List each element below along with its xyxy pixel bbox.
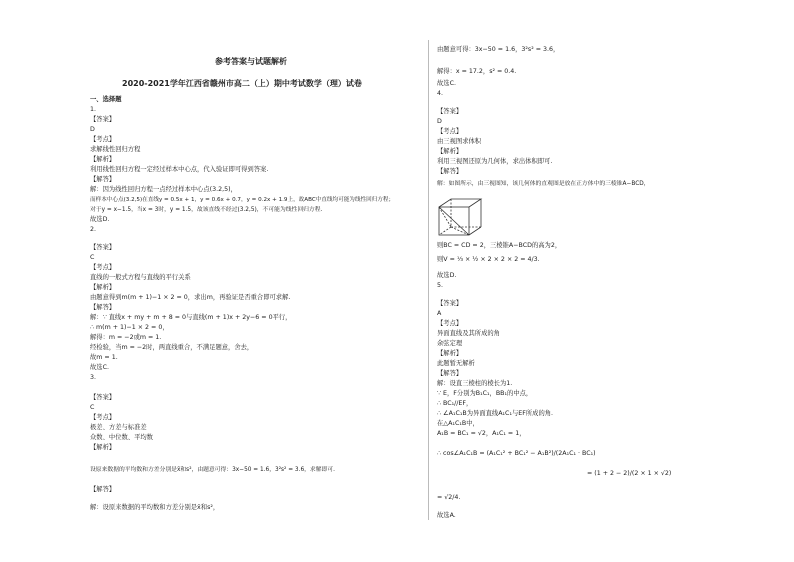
text-line: 此题暂无解析 [437,360,475,367]
text-line: 【解答】 [437,370,463,377]
text-line: D [90,126,95,133]
text-line: 【解答】 [90,486,116,493]
text-line: 求解线性回归方程 [90,146,141,153]
text-line: 由题意可得：3x−50 = 1.6，3²s² = 3.6， [437,46,560,53]
text-line: 解：如图所示，由三视图知，该几何体的直观图是放在正方体中的三棱锥A−BCD， [437,181,650,187]
text-line: 【答案】 [437,300,463,307]
text-line: 故选D. [437,272,457,279]
column-divider [428,40,429,520]
text-line: C [90,404,95,411]
text-line: 故m = 1. [90,354,118,361]
text-line: 故选C. [437,80,456,87]
text-line: 直线的一般式方程与直线的平行关系 [90,274,191,281]
section-heading: 一、选择题 [90,96,122,103]
text-line: 2. [90,226,97,233]
text-line: 异面直线及其所成的角 [437,330,500,337]
text-line: 余弦定理 [437,340,463,347]
document-title: 参考答案与试题解析 [215,57,287,66]
text-line: 对于y = x−1.5，当x = 3时，y = 1.5，故该直线不经过(3.2,5)，不可能为线性回归方程. [90,207,323,213]
text-line: 5. [437,282,444,289]
text-line: 解：设直三棱柱的棱长为1. [437,380,513,387]
text-line: 由三视图求体积 [437,138,482,145]
exam-subtitle: 2020-2021学年江西省赣州市高二（上）期中考试数学（理）试卷 [122,79,362,88]
text-line: C [90,254,95,261]
text-line: 由题意得到m(m + 1)−1 × 2 = 0，求出m，再验证是否重合即可求解. [90,294,291,301]
text-line: 【答案】 [90,394,116,401]
text-line: 4. [437,90,444,97]
text-line: 而样本中心点(3.2,5)在直线y = 0.5x + 1，y = 0.6x + 0.7，y = 0.2x + 1.9上，故ABC中直线均可能为线性回归方程； [90,197,395,203]
text-line: 在△A₁C₁B中， [437,420,479,427]
text-line: ∵ E，F分别为B₁C₁，BB₁的中点， [437,390,533,397]
text-line: D [437,118,442,125]
text-line: 【考点】 [90,414,116,421]
text-line: 故选C. [90,364,109,371]
text-line: 3. [90,374,97,381]
text-line: 【解析】 [437,148,463,155]
text-line: 【解答】 [437,168,463,175]
cube-pyramid-figure [437,197,485,237]
text-line: = (1 + 2 − 2)/(2 × 1 × √2) [587,470,672,477]
text-line: ∴ cos∠A₁C₁B = (A₁C₁² + BC₁² − A₁B²)/(2A₁C₁ · BC₁) [437,450,596,457]
text-line: 【考点】 [437,320,463,327]
text-line: 【解答】 [90,304,116,311]
text-line: 【答案】 [90,116,116,123]
text-line: ∴ m(m + 1)−1 × 2 = 0， [90,324,169,331]
text-line: 1. [90,106,97,113]
text-line: 利用三视图还原为几何体，求出体积即可. [437,158,553,165]
text-line: 【解析】 [90,156,116,163]
text-line: 【解析】 [90,284,116,291]
text-line: 众数、中位数、平均数 [90,434,153,441]
text-line: ∴ ∠A₁C₁B为异面直线A₁C₁与EF所成的角. [437,410,554,417]
text-line: 故选D. [90,216,110,223]
text-line: ∴ BC₁//EF， [437,400,473,407]
text-line: 故选A. [437,512,456,519]
text-line: 解：∵ 直线x + my + m + 8 = 0与直线(m + 1)x + 2y−6 = 0平行， [90,314,292,321]
text-line: 【考点】 [437,128,463,135]
text-line: 【解析】 [437,350,463,357]
text-line: 【答案】 [437,108,463,115]
text-line: 则BC = CD = 2，三棱锥A−BCD的高为2， [437,242,562,249]
text-line: 解：因为线性回归方程一点经过样本中心点(3.2,5)， [90,186,237,193]
text-line: 解：设原来数据的平均数和方差分别是x̄和s²， [90,504,220,511]
text-line: 利用线性回归方程一定经过样本中心点，代入验证即可得到答案. [90,166,269,173]
text-line: 【解析】 [90,444,116,451]
text-line: 设原来数据的平均数和方差分别是x̄和s²，由题意可得：3x−50 = 1.6，3²s² = 3.6，求解即可. [90,467,335,473]
text-line: A [437,310,442,317]
text-line: 极差、方差与标准差 [90,424,147,431]
text-line: 则V = ⅓ × ½ × 2 × 2 × 2 = 4/3. [437,256,540,263]
text-line: 解得：x = 17.2，s² = 0.4. [437,68,517,75]
text-line: = √2/4. [437,494,461,501]
text-line: A₁B = BC₁ = √2，A₁C₁ = 1， [437,430,526,437]
text-line: 经检验，当m = −2时，两直线重合，不满足题意，舍去， [90,344,254,351]
text-line: 解得：m = −2或m = 1. [90,334,162,341]
text-line: 【解答】 [90,176,116,183]
text-line: 【考点】 [90,264,116,271]
text-line: 【考点】 [90,136,116,143]
text-line: 【答案】 [90,244,116,251]
